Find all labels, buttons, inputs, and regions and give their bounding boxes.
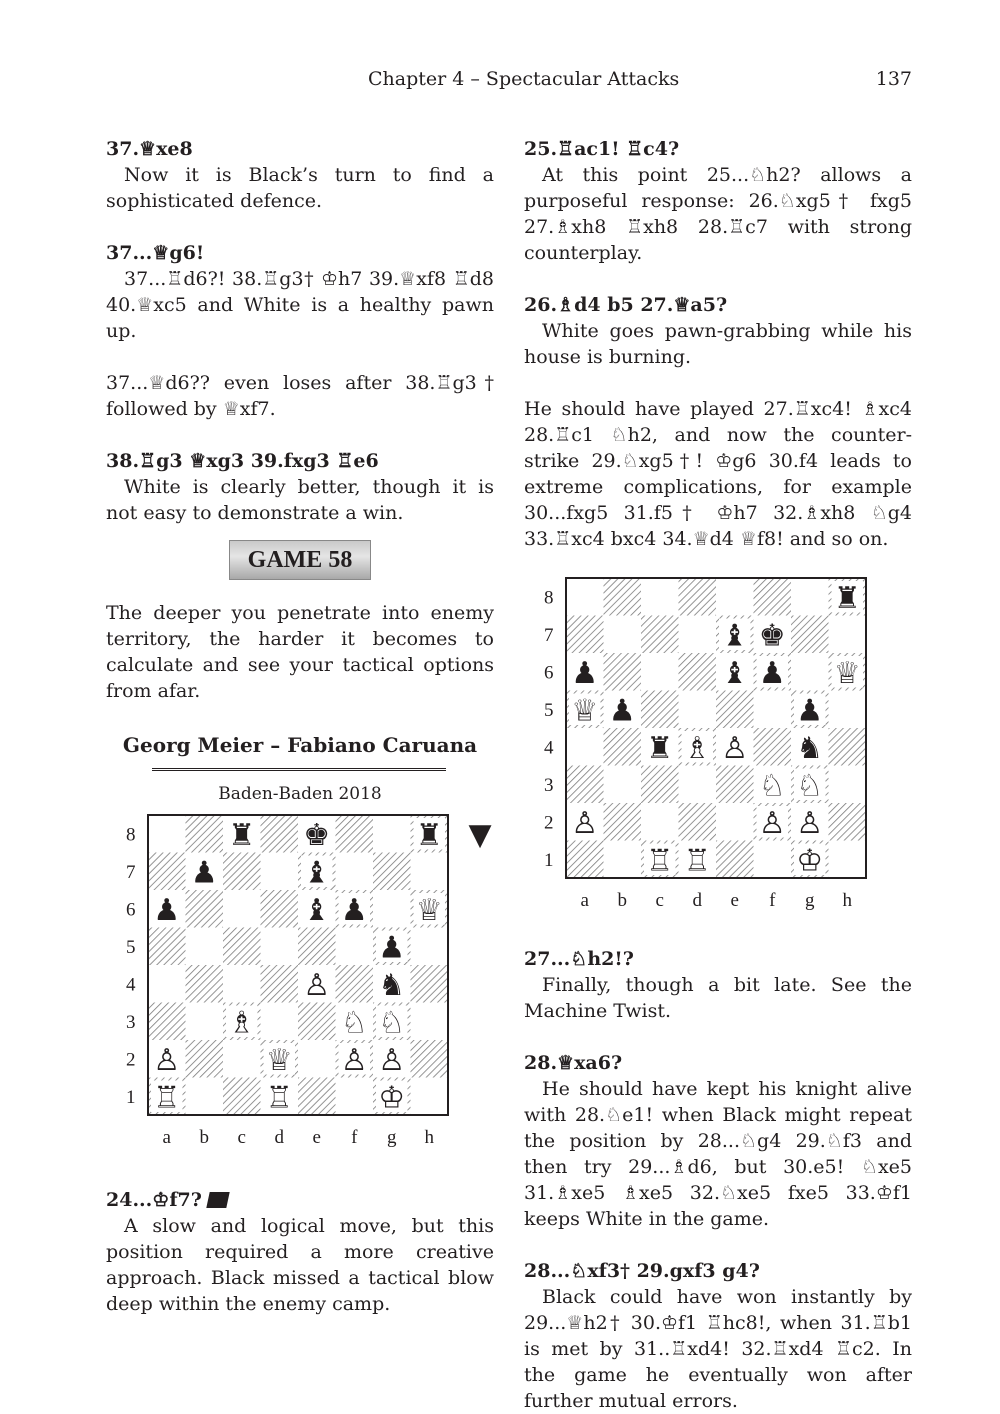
chess-piece-d1: ♖	[265, 1080, 293, 1116]
board-square	[336, 965, 374, 1003]
board-square	[223, 965, 261, 1003]
board-1-wrap	[106, 807, 494, 1187]
board-square	[186, 890, 224, 928]
commentary: White is clearly better, though it is not easy to demonstrate a win.	[106, 476, 494, 524]
file-label: c	[655, 890, 664, 911]
board-square	[754, 841, 792, 879]
move-heading: 26.♗d4 b5 27.♕a5?	[524, 294, 728, 316]
commentary: 37...♖d6?! 38.♖g3† ♔h7 39.♕xf8 ♖d8 40.♕xc5 and White is a healthy pawn up.	[106, 268, 494, 342]
rank-label: 4	[126, 974, 136, 996]
move-text: 24...♔f7?	[106, 1189, 202, 1211]
chess-piece-g3: ♘	[378, 1005, 406, 1041]
file-label: c	[237, 1127, 246, 1148]
left-column	[106, 136, 494, 1317]
event-name: Baden-Baden 2018	[218, 784, 382, 804]
board-square	[641, 578, 679, 616]
file-label: g	[805, 890, 815, 911]
chess-piece-e7: ♝	[303, 855, 331, 891]
board-square	[223, 1040, 261, 1078]
intro-text: The deeper you penetrate into enemy territory, the harder it becomes to calculate and see your tactical options from afar.	[106, 602, 494, 702]
chess-piece-g5: ♟	[378, 930, 406, 966]
chess-piece-g1: ♔	[796, 843, 824, 879]
board-square	[829, 691, 867, 729]
board-2-wrap	[524, 570, 912, 946]
board-square	[679, 766, 717, 804]
file-label: f	[351, 1127, 358, 1148]
chess-piece-e7: ♝	[721, 618, 749, 654]
board-square	[791, 653, 829, 691]
chess-piece-b5: ♟	[608, 693, 636, 729]
commentary: Black could have won instantly by 29...♕h2† 30.♔f1 ♖hc8!, when 31.♖b1 is met by 31..♖xd4! 32.♖xd4 ♖c2. In the game he eventually won after further mutual errors.	[524, 1286, 912, 1412]
chess-piece-a6: ♟	[153, 892, 181, 928]
rank-label: 6	[126, 899, 136, 921]
board-square	[716, 841, 754, 879]
board-square	[566, 616, 604, 654]
board-square	[791, 616, 829, 654]
to-move-icon: ▼	[468, 817, 492, 853]
rank-label: 3	[126, 1012, 136, 1033]
move-heading: 38.♖g3 ♕xg3 39.fxg3 ♖e6	[106, 450, 379, 472]
chess-piece-d2: ♕	[265, 1042, 293, 1078]
file-label: a	[162, 1127, 171, 1148]
game-label-box	[106, 540, 494, 580]
chess-piece-e6: ♝	[303, 892, 331, 928]
board-square	[641, 803, 679, 841]
board-square	[298, 928, 336, 966]
chess-piece-a1: ♖	[153, 1080, 181, 1116]
rank-label: 2	[544, 812, 554, 834]
chess-piece-h8: ♜	[415, 817, 443, 853]
chess-piece-f2: ♙	[758, 805, 786, 841]
board-square	[679, 616, 717, 654]
board-square	[641, 653, 679, 691]
chess-piece-b7: ♟	[190, 855, 218, 891]
commentary: 37...♕d6?? even loses after 38.♖g3† followed by ♕xf7.	[106, 372, 494, 420]
chess-piece-h6: ♕	[833, 655, 861, 691]
commentary: A slow and logical move, but this position required a more creative approach. Black missed a tactical blow deep within the enemy camp.	[106, 1215, 494, 1315]
board-square	[679, 691, 717, 729]
chess-piece-g4: ♞	[378, 967, 406, 1003]
board-square	[186, 1040, 224, 1078]
chess-piece-g1: ♔	[378, 1080, 406, 1116]
rank-label: 7	[544, 625, 554, 646]
chess-piece-g5: ♟	[796, 693, 824, 729]
file-label: h	[842, 890, 852, 911]
chess-piece-a2: ♙	[571, 805, 599, 841]
board-square	[716, 691, 754, 729]
chess-piece-h8: ♜	[833, 580, 861, 616]
board-square	[604, 653, 642, 691]
board-square	[223, 928, 261, 966]
board-square	[373, 853, 411, 891]
file-label: b	[199, 1127, 209, 1148]
rank-label: 2	[126, 1049, 136, 1071]
board-square	[641, 766, 679, 804]
board-square	[223, 1078, 261, 1116]
move-heading: 28...♘xf3† 29.gxf3 g4?	[524, 1260, 760, 1282]
board-square	[411, 928, 449, 966]
file-label: h	[424, 1127, 434, 1148]
board-square	[754, 691, 792, 729]
file-label: d	[692, 890, 702, 911]
move-heading: 27...♘h2!?	[524, 948, 634, 970]
rank-label: 8	[126, 824, 136, 846]
board-square	[716, 766, 754, 804]
file-label: f	[769, 890, 776, 911]
chess-piece-f6: ♟	[340, 892, 368, 928]
board-square	[411, 965, 449, 1003]
board-square	[411, 853, 449, 891]
board-square	[566, 728, 604, 766]
board-square	[261, 928, 299, 966]
chess-piece-g3: ♘	[796, 768, 824, 804]
chess-piece-g2: ♙	[796, 805, 824, 841]
rank-label: 5	[544, 700, 554, 721]
board-square	[716, 803, 754, 841]
chess-piece-d1: ♖	[683, 843, 711, 879]
move-heading: 37...♕g6!	[106, 242, 205, 264]
chess-piece-f7: ♚	[758, 618, 786, 654]
board-square	[641, 691, 679, 729]
chess-piece-f2: ♙	[340, 1042, 368, 1078]
attack-icon	[207, 1192, 230, 1208]
board-square	[336, 853, 374, 891]
board-square	[791, 578, 829, 616]
board-square	[566, 841, 604, 879]
chess-piece-e4: ♙	[721, 730, 749, 766]
chess-piece-c8: ♜	[228, 817, 256, 853]
board-square	[261, 853, 299, 891]
board-square	[829, 616, 867, 654]
board-square	[604, 578, 642, 616]
board-square	[261, 965, 299, 1003]
board-square	[829, 841, 867, 879]
commentary: He should have played 27.♖xc4! ♗xc4 28.♖c1 ♘h2, and now the counter-strike 29.♘xg5†! ♔g6 30.f4 leads to extreme complications, for example 30...fxg5 31.f5† ♔h7 32.♗xh8 ♘g4 33.♖xc4 bxc4 34.♕d4 ♕f8! and so on.	[524, 398, 912, 550]
board-square	[679, 803, 717, 841]
rank-label: 6	[544, 662, 554, 684]
board-square	[261, 1003, 299, 1041]
move-heading: 25.♖ac1! ♖c4?	[524, 138, 680, 160]
board-square	[604, 616, 642, 654]
chess-diagram-2	[520, 570, 920, 946]
chess-piece-g4: ♞	[796, 730, 824, 766]
chess-piece-f3: ♘	[340, 1005, 368, 1041]
file-label: d	[274, 1127, 284, 1148]
board-square	[829, 766, 867, 804]
move-heading: 28.♕xa6?	[524, 1052, 623, 1074]
board-square	[604, 766, 642, 804]
players-title: Georg Meier – Fabiano Caruana	[122, 733, 478, 757]
title-rule	[152, 768, 446, 777]
board-square	[261, 890, 299, 928]
file-label: g	[387, 1127, 397, 1148]
board-square	[604, 841, 642, 879]
board-square	[604, 728, 642, 766]
rank-label: 5	[126, 937, 136, 958]
game-label: GAME 58	[229, 540, 372, 580]
board-square	[261, 815, 299, 853]
board-square	[148, 1003, 186, 1041]
board-square	[679, 578, 717, 616]
rank-label: 1	[126, 1087, 136, 1108]
chess-diagram-1	[102, 807, 502, 1183]
board-square	[186, 928, 224, 966]
board-square	[604, 803, 642, 841]
chess-piece-e6: ♝	[721, 655, 749, 691]
file-label: e	[730, 890, 739, 911]
board-square	[411, 1040, 449, 1078]
move-heading	[106, 1187, 494, 1213]
chess-piece-e4: ♙	[303, 967, 331, 1003]
move-heading: 37.♕xe8	[106, 138, 193, 160]
board-square	[411, 1078, 449, 1116]
board-square	[336, 1078, 374, 1116]
commentary: Finally, though a bit late. See the Machine Twist.	[524, 974, 912, 1022]
commentary: At this point 25...♘h2? allows a purposeful response: 26.♘xg5† fxg5 27.♗xh8 ♖xh8 28.♖c7 with strong counterplay.	[524, 164, 912, 264]
chess-piece-a2: ♙	[153, 1042, 181, 1078]
board-square	[148, 965, 186, 1003]
board-square	[829, 803, 867, 841]
board-square	[148, 815, 186, 853]
file-label: a	[580, 890, 589, 911]
board-square	[223, 853, 261, 891]
page-number: 137	[875, 68, 912, 90]
board-square	[566, 578, 604, 616]
commentary: He should have kept his knight alive with 28.♘e1! when Black might repeat the position by 28...♘g4 29.♘f3 and then try 29...♗d6, but 30.e5! ♘xe5 31.♗xe5 ♗xe5 32.♘xe5 fxe5 33.♔f1 keeps White in the game.	[524, 1078, 912, 1230]
board-square	[186, 815, 224, 853]
chess-piece-f3: ♘	[758, 768, 786, 804]
board-square	[641, 616, 679, 654]
board-square	[186, 1003, 224, 1041]
rank-label: 3	[544, 775, 554, 796]
board-square	[186, 1078, 224, 1116]
board-square	[566, 766, 604, 804]
board-square	[148, 853, 186, 891]
chess-piece-c4: ♜	[646, 730, 674, 766]
chess-piece-c1: ♖	[646, 843, 674, 879]
chess-piece-h6: ♕	[415, 892, 443, 928]
board-square	[298, 1003, 336, 1041]
board-square	[373, 815, 411, 853]
chess-piece-g2: ♙	[378, 1042, 406, 1078]
file-label: e	[312, 1127, 321, 1148]
board-square	[754, 728, 792, 766]
commentary: White goes pawn-grabbing while his house is burning.	[524, 320, 912, 368]
board-square	[829, 728, 867, 766]
chess-piece-a5: ♕	[571, 693, 599, 729]
board-square	[223, 890, 261, 928]
board-square	[679, 653, 717, 691]
page-header	[0, 68, 1000, 98]
rank-label: 4	[544, 737, 554, 759]
chess-piece-c3: ♗	[228, 1005, 256, 1041]
rank-label: 7	[126, 862, 136, 883]
board-square	[373, 890, 411, 928]
board-square	[754, 578, 792, 616]
board-square	[716, 578, 754, 616]
chess-piece-f6: ♟	[758, 655, 786, 691]
chess-piece-a6: ♟	[571, 655, 599, 691]
chess-piece-d4: ♗	[683, 730, 711, 766]
chapter-title: Chapter 4 – Spectacular Attacks	[368, 68, 680, 90]
board-square	[186, 965, 224, 1003]
commentary: Now it is Black’s turn to find a sophisticated defence.	[106, 164, 494, 212]
board-square	[336, 815, 374, 853]
right-column	[524, 136, 912, 1414]
file-label: b	[617, 890, 627, 911]
board-square	[336, 928, 374, 966]
rank-label: 8	[544, 587, 554, 609]
chess-piece-e8: ♚	[303, 817, 331, 853]
board-square	[298, 1040, 336, 1078]
board-square	[148, 928, 186, 966]
rank-label: 1	[544, 850, 554, 871]
board-square	[298, 1078, 336, 1116]
board-square	[411, 1003, 449, 1041]
